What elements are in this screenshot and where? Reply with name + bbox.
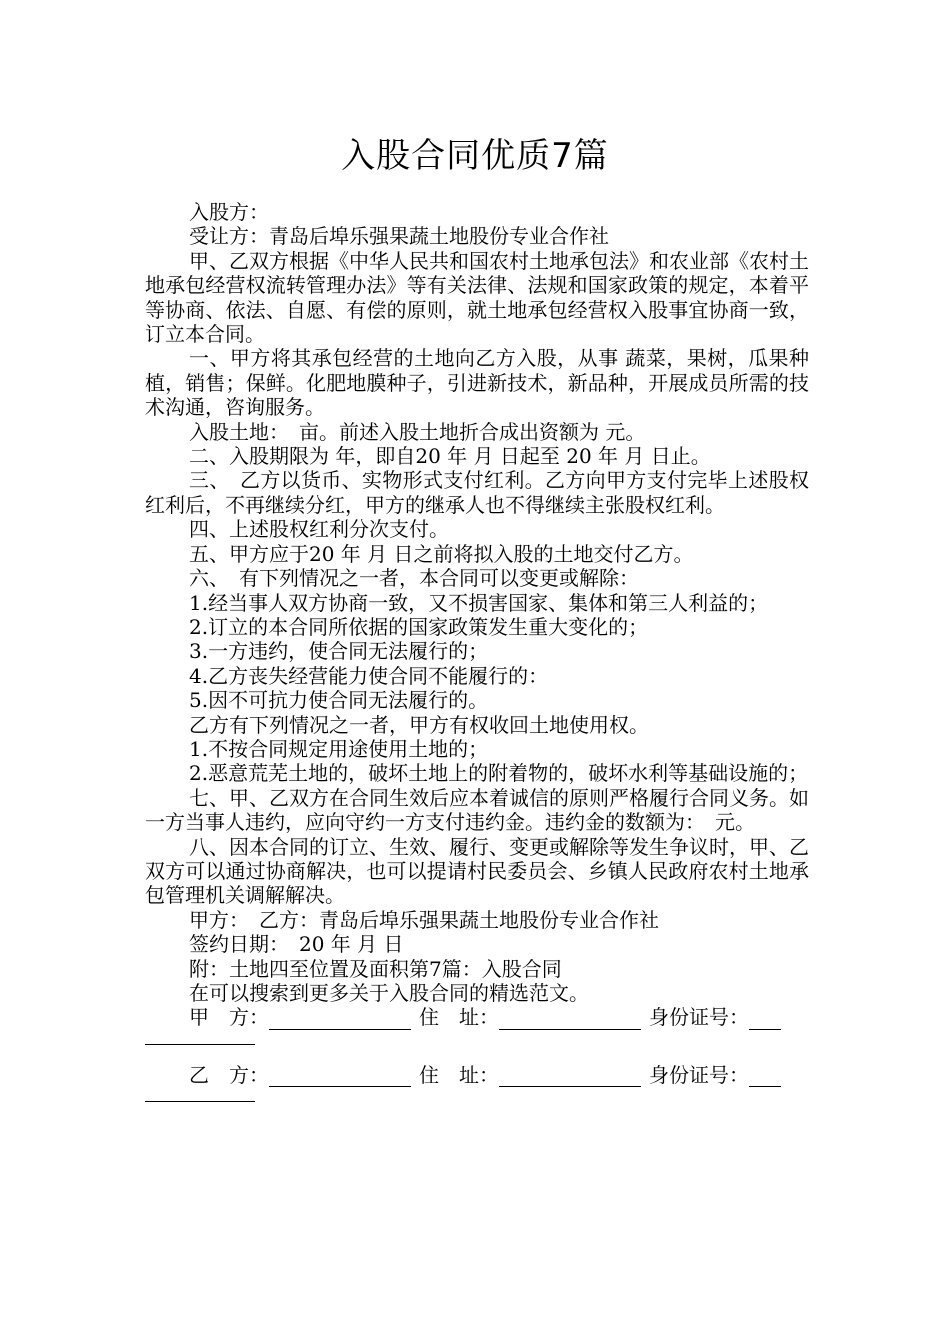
paragraph: 五、甲方应于20 年 月 日之前将拟入股的土地交付乙方。 xyxy=(189,541,694,566)
paragraph: 甲方： 乙方：青岛后埠乐强果蔬土地股份专业合作社 xyxy=(189,907,659,932)
document-title: 入股合同优质7篇 xyxy=(341,136,609,176)
paragraph: 六、 有下列情况之一者，本合同可以变更或解除： xyxy=(189,566,639,591)
paragraph: 3.一方违约，使合同无法履行的； xyxy=(189,639,489,664)
signature-row-party-a xyxy=(145,1005,809,1029)
document-body xyxy=(145,200,809,1120)
paragraph: 1.经当事人双方协商一致，又不损害国家、集体和第三人利益的； xyxy=(189,590,769,615)
party-name-blank[interactable] xyxy=(269,1066,411,1087)
id-number-blank-continued[interactable] xyxy=(145,1087,255,1102)
paragraph: 乙方有下列情况之一者，甲方有权收回土地使用权。 xyxy=(189,712,649,737)
address-blank[interactable] xyxy=(499,1009,641,1030)
paragraph: 八、因本合同的订立、生效、履行、变更或解除等发生争议时，甲、乙双方可以通过协商解决，也可以提请村民委员会、乡镇人民政府农村土地承包管理机关调解解决。 xyxy=(145,834,809,908)
paragraph: 签约日期： 20 年 月 日 xyxy=(189,932,404,957)
address-blank[interactable] xyxy=(499,1066,641,1087)
paragraph: 2.恶意荒芜土地的，破坏土地上的附着物的，破坏水利等基础设施的； xyxy=(189,761,809,786)
paragraph: 5.因不可抗力使合同无法履行的。 xyxy=(189,688,489,713)
paragraph: 附：土地四至位置及面积第7篇：入股合同 xyxy=(189,956,562,981)
party-name-blank[interactable] xyxy=(269,1009,411,1030)
signature-row-party-b xyxy=(145,1063,809,1087)
paragraph: 四、上述股权红利分次支付。 xyxy=(189,517,449,542)
paragraph: 在可以搜索到更多关于入股合同的精选范文。 xyxy=(189,981,589,1005)
address-label: 住 址： xyxy=(419,1062,499,1087)
paragraph: 4.乙方丧失经营能力使合同不能履行的： xyxy=(189,663,549,688)
paragraph: 三、 乙方以货币、实物形式支付红利。乙方向甲方支付完毕上述股权红利后，不再继续分红，甲方的继承人也不得继续主张股权红利。 xyxy=(145,468,809,517)
paragraph: 一、甲方将其承包经营的土地向乙方入股，从事 蔬菜，果树，瓜果种植，销售；保鲜。化肥地膜种子，引进新技术，新品种，开展成员所需的技术沟通，咨询服务。 xyxy=(145,346,809,420)
id-number-label: 身份证号： xyxy=(649,1062,749,1087)
paragraph: 七、甲、乙双方在合同生效后应本着诚信的原则严格履行合同义务。如一方当事人违约，应向守约一方支付违约金。违约金的数额为： 元。 xyxy=(145,785,809,835)
paragraph: 甲、乙双方根据《中华人民共和国农村土地承包法》和农业部《农村土地承包经营权流转管理办法》等有关法律、法规和国家政策的规定，本着平等协商、依法、自愿、有偿的原则，就土地承包经营权入股事宜协商一致，订立本合同。 xyxy=(145,248,809,347)
paragraph: 2.订立的本合同所依据的国家政策发生重大变化的； xyxy=(189,614,649,639)
paragraph: 二、入股期限为 年，即自20 年 月 日起至 20 年 月 日止。 xyxy=(189,444,711,469)
paragraph: 入股方： xyxy=(189,200,269,224)
party-label: 乙 方： xyxy=(189,1062,269,1087)
paragraph: 受让方：青岛后埠乐强果蔬土地股份专业合作社 xyxy=(189,224,609,249)
id-number-label: 身份证号： xyxy=(649,1005,749,1030)
paragraph: 入股土地： 亩。前述入股土地折合成出资额为 元。 xyxy=(189,419,646,444)
id-number-blank[interactable] xyxy=(749,1009,781,1030)
address-label: 住 址： xyxy=(419,1005,499,1030)
id-number-blank-continued[interactable] xyxy=(145,1030,255,1045)
paragraph: 1.不按合同规定用途使用土地的； xyxy=(189,736,489,761)
id-number-blank[interactable] xyxy=(749,1066,781,1087)
party-label: 甲 方： xyxy=(189,1005,269,1030)
